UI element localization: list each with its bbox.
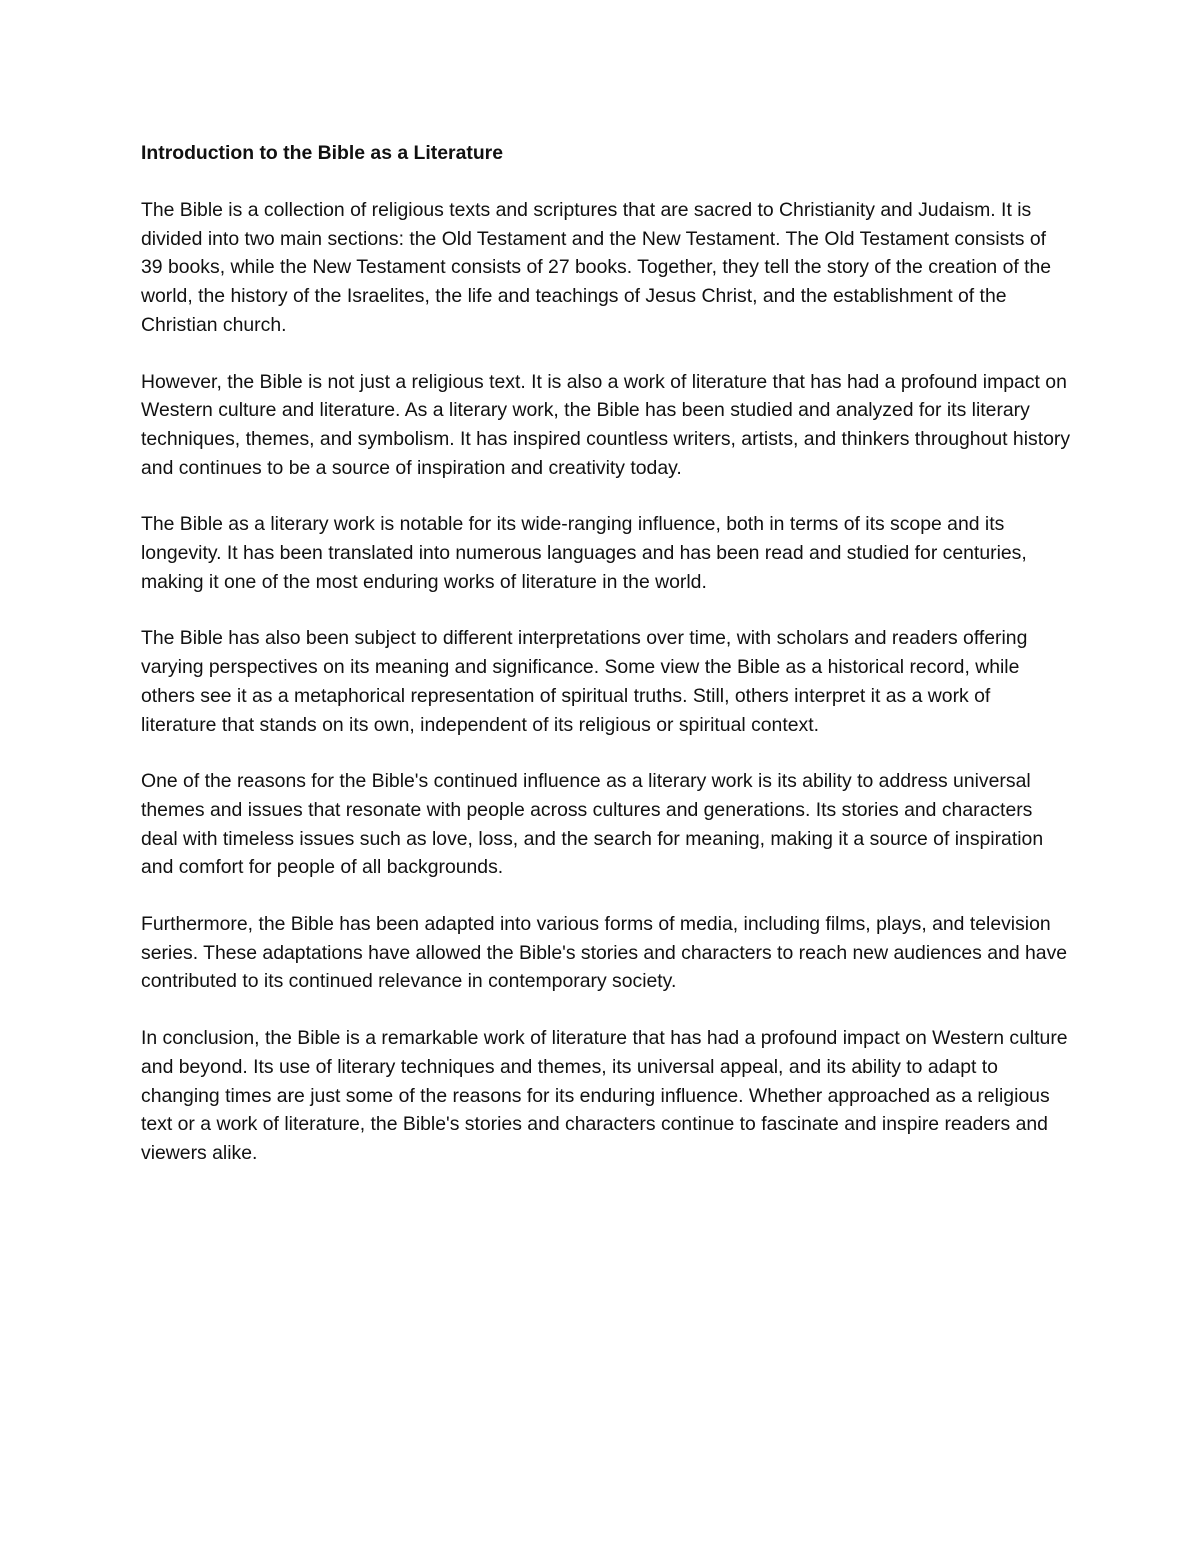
document-body xyxy=(141,139,1071,1196)
paragraph-5: One of the reasons for the Bible's continued influence as a literary work is its ability to address universal themes and issues that resonate with people across cultures and generations. Its stories and characters deal with timeless issues such as love, loss, and the search for meaning, making it a source of inspiration and comfort for people of all backgrounds. xyxy=(141,770,1044,879)
paragraph-4: The Bible has also been subject to different interpretations over time, with scholars and readers offering varying perspectives on its meaning and significance. Some view the Bible as a historical record, while others see it as a metaphorical representation of spiritual truths. Still, others interpret it as a work of literature that stands on its own, independent of its religious or spiritual context. xyxy=(141,627,1028,736)
paragraph-2: However, the Bible is not just a religious text. It is also a work of literature that has had a profound impact on Western culture and literature. As a literary work, the Bible has been studied and analyzed for its literary techniques, themes, and symbolism. It has inspired countless writers, artists, and thinkers throughout history and continues to be a source of inspiration and creativity today. xyxy=(141,370,1071,479)
paragraph-3: The Bible as a literary work is notable for its wide-ranging influence, both in terms of its scope and its longevity. It has been translated into numerous languages and has been read and studied for centuries, making it one of the most enduring works of literature in the world. xyxy=(141,513,1027,593)
paragraph-1: The Bible is a collection of religious texts and scriptures that are sacred to Christianity and Judaism. It is divided into two main sections: the Old Testament and the New Testament. The Old Testament consists of 39 books, while the New Testament consists of 27 books. Together, they tell the story of the creation of the world, the history of the Israelites, the life and teachings of Jesus Christ, and the establishment of the Christian church. xyxy=(141,199,1052,336)
document-title: Introduction to the Bible as a Literature xyxy=(141,142,503,164)
paragraph-7: In conclusion, the Bible is a remarkable work of literature that has had a profound impact on Western culture and beyond. Its use of literary techniques and themes, its universal appeal, and its ability to adapt to changing times are just some of the reasons for its enduring influence. Whether approached as a religious text or a work of literature, the Bible's stories and characters continue to fascinate and inspire readers and viewers alike. xyxy=(141,1027,1068,1164)
paragraph-6: Furthermore, the Bible has been adapted into various forms of media, including films, plays, and television series. These adaptations have allowed the Bible's stories and characters to reach new audiences and have contributed to its continued relevance in contemporary society. xyxy=(141,913,1068,993)
